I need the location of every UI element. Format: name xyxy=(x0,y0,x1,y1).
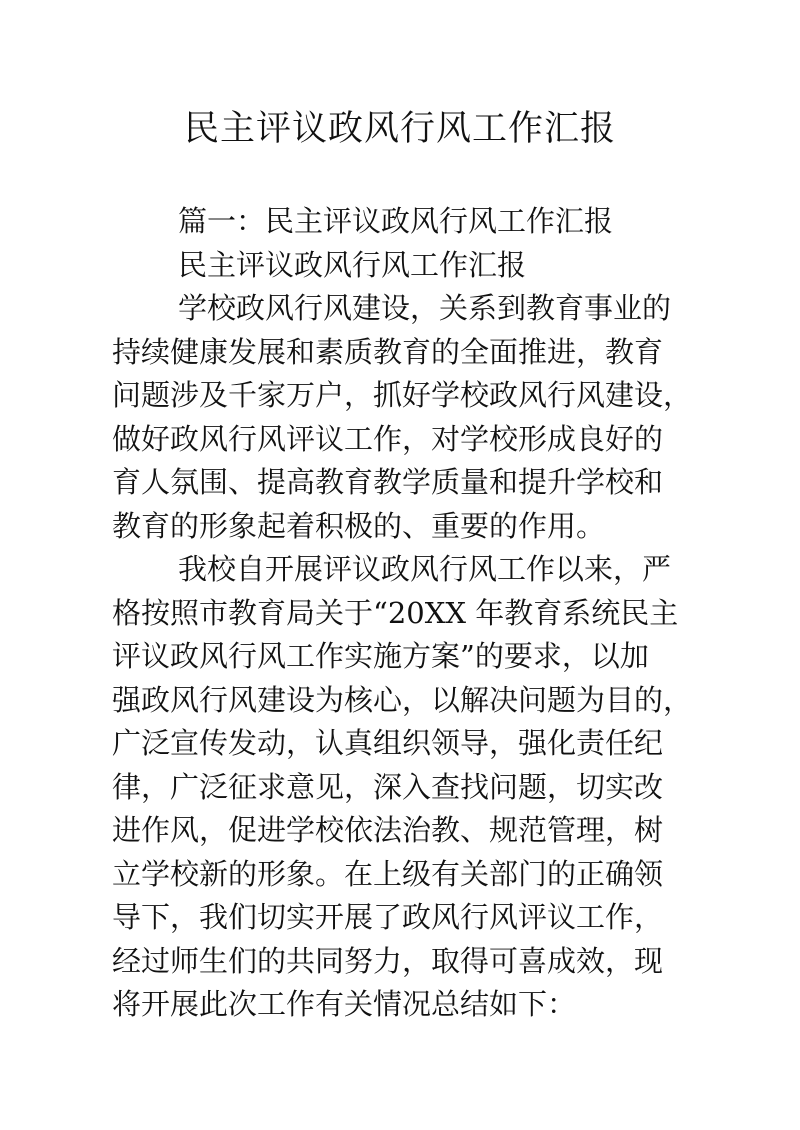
document-title: 民主评议政风行风工作汇报 xyxy=(183,109,616,149)
paragraph-2-line: 立学校新的形象。在上级有关部门的正确领 xyxy=(112,856,664,891)
paragraph-1-line: 育人氛围、提高教育教学质量和提升学校和 xyxy=(112,465,664,499)
paragraph-2-line: 我校自开展评议政风行风工作以来，严 xyxy=(178,552,672,586)
paragraph-1-line: 学校政风行风建设，关系到教育事业的 xyxy=(178,291,672,325)
paragraph-2-line: 律，广泛征求意见，深入查找问题，切实改 xyxy=(112,769,664,804)
paragraph-1-line: 教育的形象起着积极的、重要的作用。 xyxy=(112,508,606,543)
paragraph-2-line: 进作风，促进学校依法治教、规范管理，树 xyxy=(112,813,664,847)
paragraph-2-line: 评议政风行风工作实施方案”的要求，以加 xyxy=(112,639,649,673)
paragraph-2-line: 导下，我们切实开展了政风行风评议工作， xyxy=(112,900,664,934)
paragraph-2-line: 将开展此次工作有关情况总结如下： xyxy=(112,987,577,1021)
paragraph-2-line: 格按照市教育局关于“20XX 年教育系统民主 xyxy=(112,595,679,630)
document-body xyxy=(112,200,692,1027)
paragraph-1-line: 问题涉及千家万户，抓好学校政风行风建设， xyxy=(112,378,693,412)
section-heading: 篇一：民主评议政风行风工作汇报 xyxy=(178,204,614,238)
paragraph-1-line: 做好政风行风评议工作，对学校形成良好的 xyxy=(112,421,664,456)
paragraph-2-line: 强政风行风建设为核心，以解决问题为目的， xyxy=(112,682,693,717)
paragraph-1-line: 持续健康发展和素质教育的全面推进，教育 xyxy=(112,334,664,369)
sub-heading: 民主评议政风行风工作汇报 xyxy=(178,247,527,282)
paragraph-2-line: 经过师生们的共同努力，取得可喜成效，现 xyxy=(112,943,664,978)
paragraph-2-line: 广泛宣传发动，认真组织领导，强化责任纪 xyxy=(112,726,664,760)
